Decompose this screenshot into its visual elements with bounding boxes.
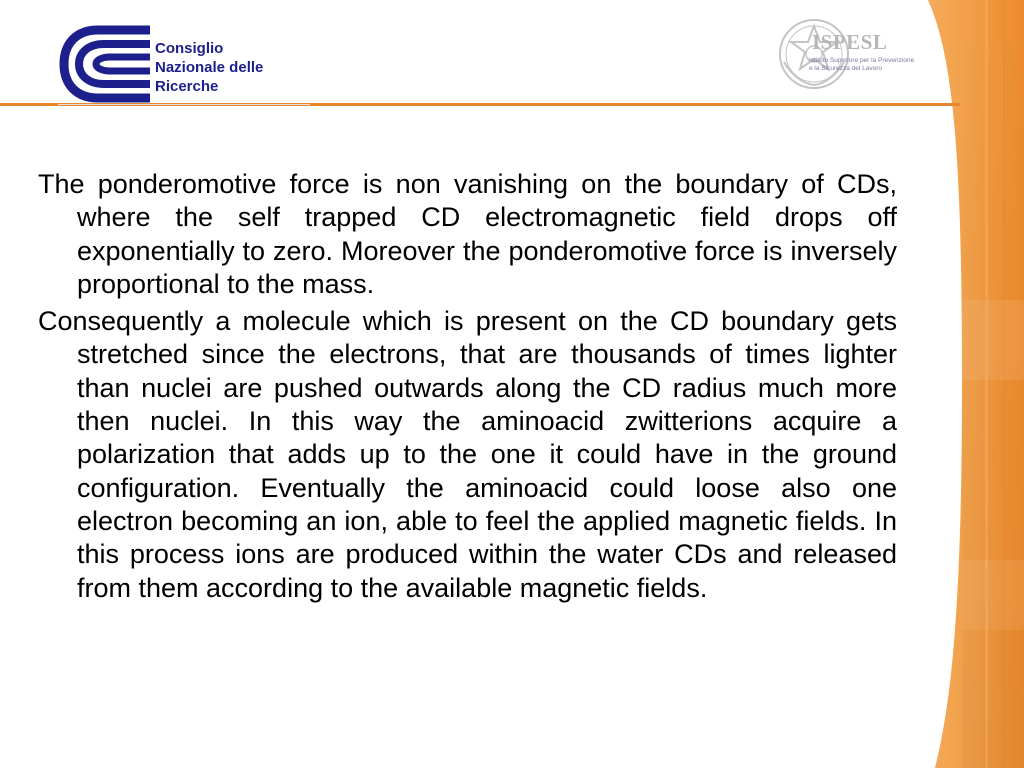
cnr-logo-line-2: Nazionale delle: [155, 59, 264, 76]
ispesl-logo-name: ISPESL: [812, 30, 888, 54]
cnr-logo-line-3: Ricerche: [155, 78, 219, 95]
cnr-logo-underline: [58, 104, 310, 105]
paragraph-molecule-stretching: Consequently a molecule which is present on the CD boundary gets stretched since the electrons, that are thousands of times lighter than nuclei are pushed outwards along the CD radius much more then nuclei. In this way the aminoacid zwitterions acquire a polarization that adds up to the one it could have in the ground configuration. Eventually the aminoacid could loose also one electron becoming an ion, able to feel the applied magnetic fields. In this process ions are produced within the water CDs and released from them according to the available magnetic fields.: [38, 306, 897, 603]
ispesl-subtitle-line-2: e la Sicurezza del Lavoro: [809, 65, 882, 72]
paragraph-ponderomotive-force: The ponderomotive force is non vanishing on the boundary of CDs, where the self trapped CD electromagnetic field drops off exponentially to zero. Moreover the ponderomotive force is inversely proportional to the mass.: [38, 169, 897, 299]
ispesl-logo-subtitle: [809, 57, 929, 73]
ispesl-subtitle-line-1: Istituto Superiore per la Prevenzione: [809, 57, 915, 64]
slide-body: [38, 168, 897, 609]
cnr-emblem-icon: [58, 22, 158, 106]
cnr-logo-text: [155, 39, 305, 96]
cnr-logo-line-1: Consiglio: [155, 40, 224, 57]
